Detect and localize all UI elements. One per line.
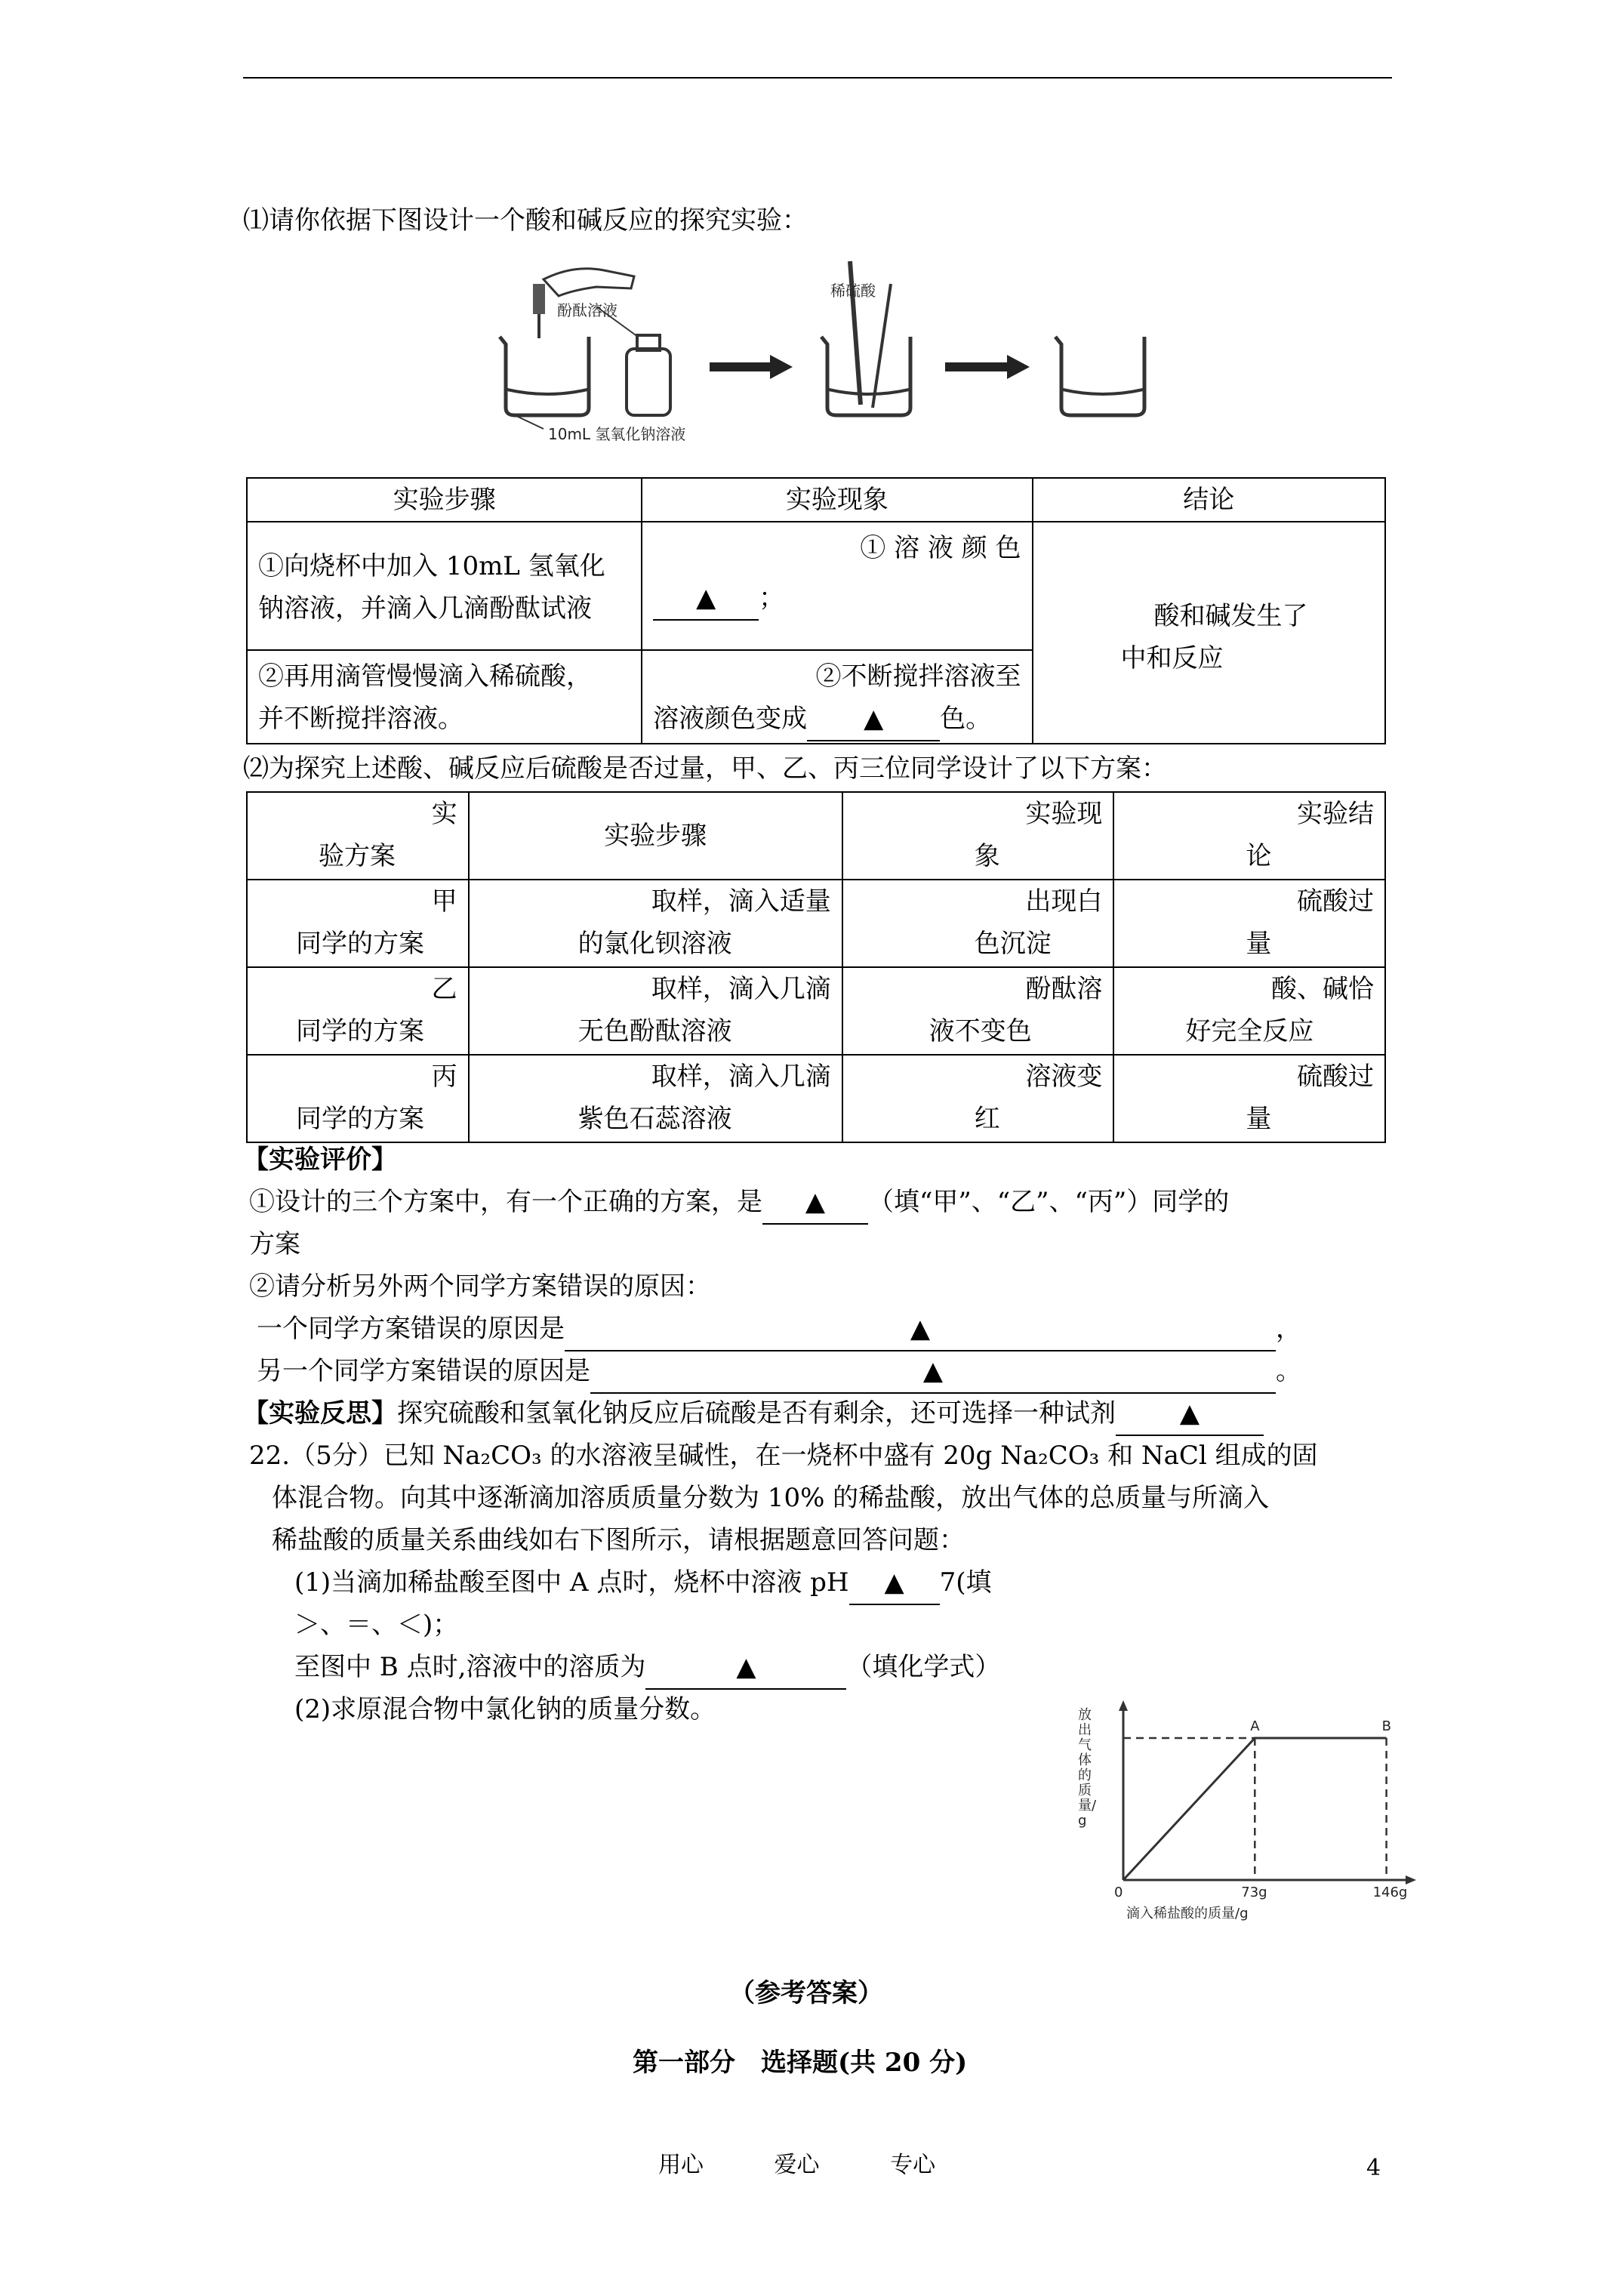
hand-icon (544, 269, 634, 296)
label-acid: 稀硫酸 (830, 282, 876, 300)
x-axis-arrow-icon (1406, 1875, 1416, 1885)
bottle-icon (627, 349, 670, 415)
evaluation-q1: ①设计的三个方案中，有一个正确的方案，是 ▲ （填“甲”、“乙”、“丙”）同学的 (249, 1181, 1229, 1225)
stirring-rod-icon (873, 284, 891, 408)
q22-sub1: (1)当滴加稀盐酸至图中 A 点时，烧杯中溶液 pH ▲ 7(填 (294, 1561, 991, 1605)
reflection: 【实验反思】探究硫酸和氢氧化钠反应后硫酸是否有剩余，还可选择一种试剂 ▲ (243, 1392, 1264, 1436)
part2-intro: ⑵为探究上述酸、碱反应后硫酸是否过量，甲、乙、丙三位同学设计了以下方案： (243, 754, 1167, 784)
answer-blank-final-color[interactable]: ▲ (807, 698, 940, 741)
x-axis-label: 滴入稀盐酸的质量/g (1126, 1906, 1249, 1922)
tick-label-x: 146g (1372, 1885, 1408, 1900)
arrow-icon (710, 355, 793, 379)
table-experiment: 实验步骤 实验现象 结论 ①向烧杯中加入 10mL 氢氧化 钠溶液，并滴入几滴酚酞试液 ① 溶 液 颜 色 ▲ ； 酸和碱发生了 中和反应 ②再用滴管慢慢滴入稀硫酸， 并不断搅拌溶液。 ②不断搅拌溶液至 溶液颜色变成 ▲ 色。 (246, 477, 1386, 744)
label-naoh: 10mL 氢氧化钠溶液 (548, 425, 686, 442)
evaluation-q2: ②请分析另外两个同学方案错误的原因： (249, 1271, 711, 1302)
q22-line2: 体混合物。向其中逐渐滴加溶质质量分数为 10% 的稀盐酸，放出气体的总质量与所滴入 (272, 1483, 1270, 1513)
table1-header-observation: 实验现象 (642, 478, 1032, 522)
table2-header-scheme: 实 验方案 (247, 792, 469, 880)
evaluation-q1-cont: 方案 (249, 1229, 300, 1259)
evaluation-q2-line1: 一个同学方案错误的原因是 ▲ ， (257, 1308, 1301, 1351)
table2-header-step: 实验步骤 (469, 792, 842, 880)
q22-sub1-point-b: 至图中 B 点时,溶液中的溶质为 ▲ （填化学式） (294, 1646, 1000, 1690)
table-row: 丙 同学的方案 取样，滴入几滴 紫色石蕊溶液 溶液变 红 硫酸过 量 (247, 1055, 1385, 1142)
dropper-icon (533, 284, 545, 314)
page-number: 4 (1366, 2155, 1381, 2181)
answer-blank-reason-1[interactable]: ▲ (565, 1308, 1276, 1351)
table1-row2-obs: ②不断搅拌溶液至 (815, 661, 1021, 692)
footer-slogan: 用心 爱心 专心 (658, 2152, 936, 2178)
point-label: A (1250, 1718, 1260, 1734)
q22-sub1-options: ＞、＝、＜)； (294, 1610, 459, 1640)
beaker-3-icon (1055, 337, 1144, 415)
gas-mass-chart (1072, 1699, 1419, 1925)
arrow-icon (945, 355, 1030, 379)
table2-header-observation: 实验现 象 (842, 792, 1114, 880)
beaker-2-icon (821, 337, 910, 415)
point-label: B (1381, 1718, 1391, 1734)
answer-blank-ph[interactable]: ▲ (849, 1561, 940, 1605)
q22-sub2: (2)求原混合物中氯化钠的质量分数。 (294, 1694, 716, 1724)
label-indicator: 酚酞溶液 (557, 301, 617, 319)
table2-header-conclusion: 实验结 论 (1113, 792, 1385, 880)
answers-section: 第一部分 选择题(共 20 分) (633, 2048, 968, 2078)
tick-label-x-0: 0 (1114, 1885, 1123, 1900)
table1-row1-obs: ① 溶 液 颜 色 (860, 533, 1021, 563)
table1-row2-step: ②再用滴管慢慢滴入稀硫酸， 并不断搅拌溶液。 (258, 661, 592, 734)
answer-blank-solute[interactable]: ▲ (645, 1646, 846, 1690)
table1-conclusion: 酸和碱发生了 中和反应 (1120, 601, 1308, 673)
table1-header-conclusion: 结论 (1033, 478, 1385, 522)
beaker-1-icon (500, 337, 589, 415)
answer-blank-color[interactable]: ▲ (653, 577, 759, 621)
q22-line3: 稀盐酸的质量关系曲线如右下图所示，请根据题意回答问题： (272, 1525, 965, 1555)
part1-intro: ⑴请你依据下图设计一个酸和碱反应的探究实验： (243, 205, 808, 236)
evaluation-q2-line2: 另一个同学方案错误的原因是 ▲ 。 (257, 1350, 1301, 1394)
y-axis-arrow-icon (1119, 1700, 1128, 1711)
table-row: 乙 同学的方案 取样，滴入几滴 无色酚酞溶液 酚酞溶 液不变色 酸、碱恰 好完全反应 (247, 967, 1385, 1055)
table1-row1-step: ①向烧杯中加入 10mL 氢氧化 钠溶液，并滴入几滴酚酞试液 (258, 551, 605, 624)
table-row: 甲 同学的方案 取样，滴入适量 的氯化钡溶液 出现白 色沉淀 硫酸过 量 (247, 880, 1385, 967)
evaluation-heading: 【实验评价】 (243, 1145, 397, 1175)
answer-blank-scheme[interactable]: ▲ (762, 1181, 868, 1225)
y-axis-label: 放出气体的质量/g (1078, 1707, 1097, 1829)
answer-blank-reagent[interactable]: ▲ (1116, 1392, 1264, 1436)
header-rule (243, 77, 1392, 79)
table-schemes (246, 791, 1386, 1143)
tick-label-x: 73g (1241, 1885, 1267, 1900)
table1-header-step: 实验步骤 (247, 478, 642, 522)
q22-line1: 22.（5分）已知 Na₂CO₃ 的水溶液呈碱性，在一烧杯中盛有 20g Na₂CO₃ 和 NaCl 组成的固 (249, 1441, 1318, 1471)
answers-title: （参考答案） (729, 1978, 883, 2008)
answer-blank-reason-2[interactable]: ▲ (590, 1350, 1276, 1394)
apparatus-figure (483, 254, 1147, 442)
